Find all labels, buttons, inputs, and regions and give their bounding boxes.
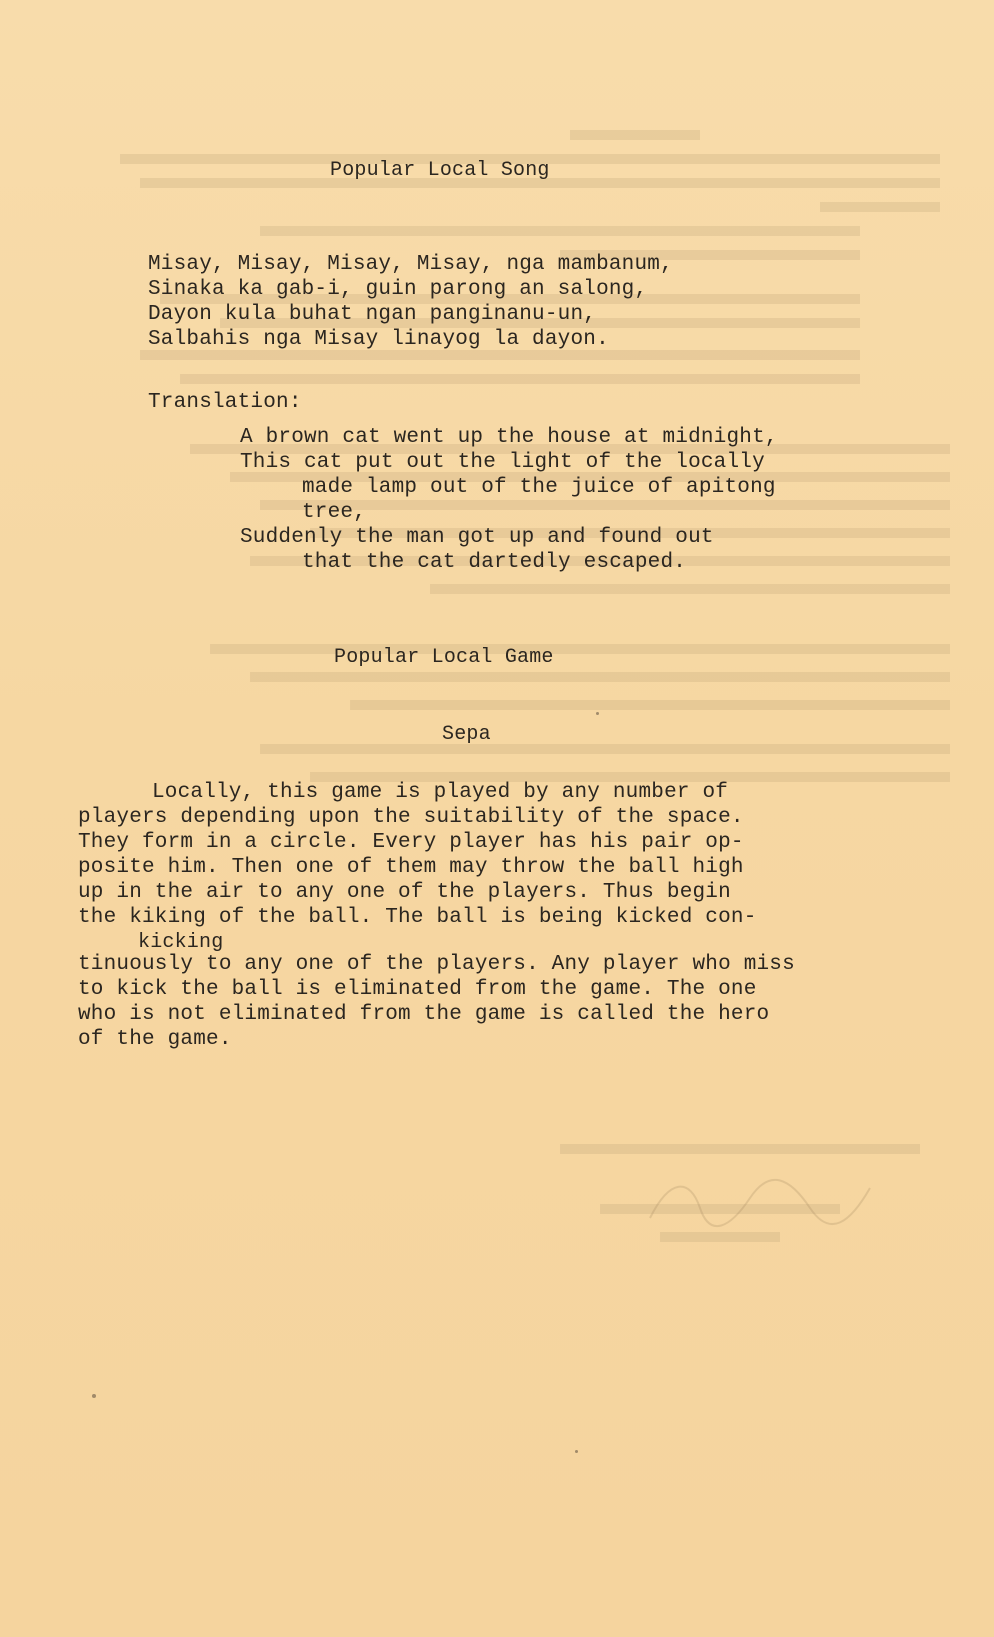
faint-signature: [640, 1168, 880, 1238]
paragraph-line-3: They form in a circle. Every player has his pair op-: [78, 831, 744, 854]
paragraph-line-7: tinuously to any one of the players. Any player who miss: [78, 953, 795, 976]
paper-speck: [575, 1450, 578, 1453]
lyric-line-2: Sinaka ka gab-i, guin parong an salong,: [148, 278, 648, 301]
paper-speck: [92, 1394, 96, 1398]
lyric-line-3: Dayon kula buhat ngan panginanu-un,: [148, 303, 597, 326]
translation-line-5: Suddenly the man got up and found out: [240, 526, 714, 549]
game-name: Sepa: [442, 723, 491, 746]
paragraph-line-1: Locally, this game is played by any number of: [152, 781, 729, 804]
paragraph-correction-word: kicking: [138, 931, 224, 954]
paragraph-line-6: the kiking of the ball. The ball is being kicked con-: [78, 906, 757, 929]
paper-speck: [596, 712, 599, 715]
translation-line-3: made lamp out of the juice of apitong: [302, 476, 776, 499]
translation-line-1: A brown cat went up the house at midnight,: [240, 426, 778, 449]
paragraph-line-4: posite him. Then one of them may throw the ball high: [78, 856, 744, 879]
lyric-line-1: Misay, Misay, Misay, Misay, nga mambanum,: [148, 253, 673, 276]
game-title: Popular Local Game: [334, 646, 554, 669]
paragraph-line-10: of the game.: [78, 1028, 232, 1051]
translation-line-6: that the cat dartedly escaped.: [302, 551, 687, 574]
paragraph-line-9: who is not eliminated from the game is called the hero: [78, 1003, 770, 1026]
translation-line-2: This cat put out the light of the locally: [240, 451, 765, 474]
lyric-line-4: Salbahis nga Misay linayog la dayon.: [148, 328, 609, 351]
song-title: Popular Local Song: [330, 159, 550, 182]
translation-line-4: tree,: [302, 501, 367, 524]
paragraph-line-2: players depending upon the suitability of the space.: [78, 806, 744, 829]
paragraph-line-5: up in the air to any one of the players. Thus begin: [78, 881, 731, 904]
paragraph-line-8: to kick the ball is eliminated from the game. The one: [78, 978, 757, 1001]
translation-label: Translation:: [148, 391, 302, 414]
